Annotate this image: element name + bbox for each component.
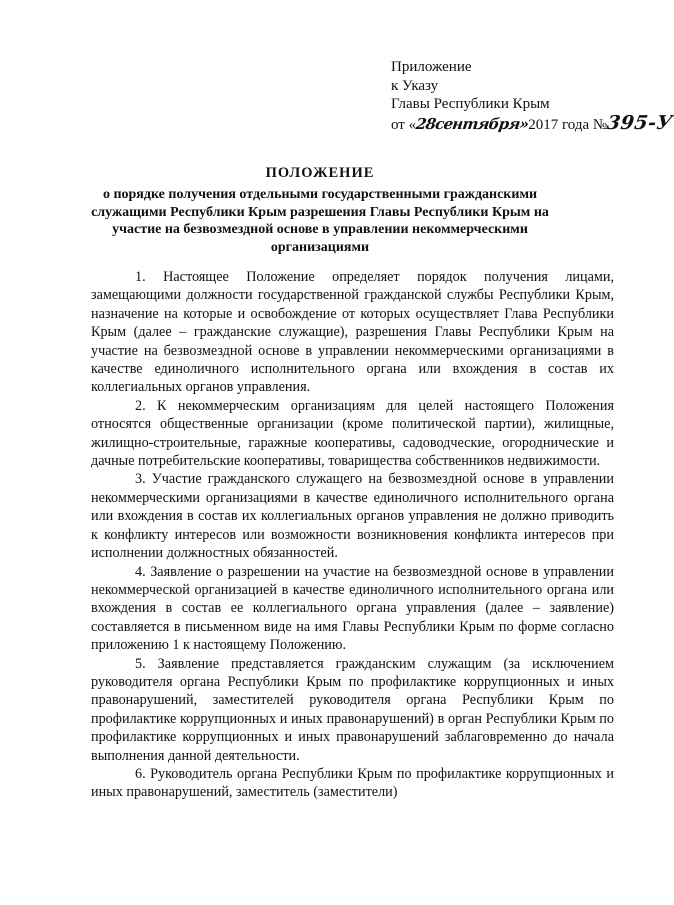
handwritten-date: 28сентября» xyxy=(414,114,530,133)
document-subtitle: о порядке получения отдельными государственными гражданскими служащими Республики Крым разрешения Главы Республики Крым на участие на безвозмездной основе в управлении некоммерческими организациями xyxy=(91,187,549,255)
paragraph-4: 4. Заявление о разрешении на участие на безвозмездной основе в управлении некоммерческой организацией в качестве единоличного исполнительного органа или вхождения в состав ее коллегиального органа управления (далее – заявление) составляется в письменном виде на имя Главы Республики Крым по форме согласно приложению 1 к настоящему Положению. xyxy=(91,563,614,654)
appendix-header xyxy=(391,58,674,134)
handwritten-decree-number: 395-У xyxy=(605,111,674,134)
paragraph-3: 3. Участие гражданского служащего на безвозмездной основе в управлении некоммерческими организациями в качестве единоличного исполнительного органа или вхождения в состав их коллегиальных органов управления не должно приводить к конфликту интересов или возможности возникновения конфликта интересов при исполнении должностных обязанностей. xyxy=(91,471,614,562)
document-title: ПОЛОЖЕНИЕ xyxy=(265,165,375,181)
appendix-label: Приложение xyxy=(391,59,472,75)
date-prefix: от « xyxy=(391,116,417,133)
appendix-decree-ref: к Указу xyxy=(391,77,439,94)
paragraph-5: 5. Заявление представляется гражданским служащим (за исключением руководителя органа Республики Крым по профилактике коррупционных и иных правонарушений, заместителей руководителя органа Республики Крым по профилактике коррупционных и иных правонарушений) в орган Республики Крым по профилактике коррупционных и иных правонарушений заблаговременно до начала выполнения данной деятельности. xyxy=(91,655,614,764)
paragraph-2: 2. К некоммерческим организациям для целей настоящего Положения относятся общественные организации (кроме политической партии), жилищные, жилищно-строительные, гаражные кооперативы, садоводческие, огороднические и дачные потребительские кооперативы, товарищества собственников недвижимости. xyxy=(91,397,614,470)
paragraph-6: 6. Руководитель органа Республики Крым по профилактике коррупционных и иных правонарушений, заместитель (заместители) xyxy=(91,765,614,801)
document-body xyxy=(91,268,614,802)
date-year: 2017 года № xyxy=(528,116,608,133)
appendix-authority: Главы Республики Крым xyxy=(391,96,550,112)
appendix-date-line xyxy=(391,111,674,135)
paragraph-1: 1. Настоящее Положение определяет порядок получения лицами, замещающими должности государственной гражданской службы Республики Крым, назначение на которые и освобождение от которых осуществляет Глава Республики Крым (далее – гражданские служащие), разрешения Главы Республики Крым на участие на безвозмездной основе в управлении некоммерческими организациями в качестве единоличного исполнительного органа или вхождения в состав их коллегиальных органов управления. xyxy=(91,269,614,396)
